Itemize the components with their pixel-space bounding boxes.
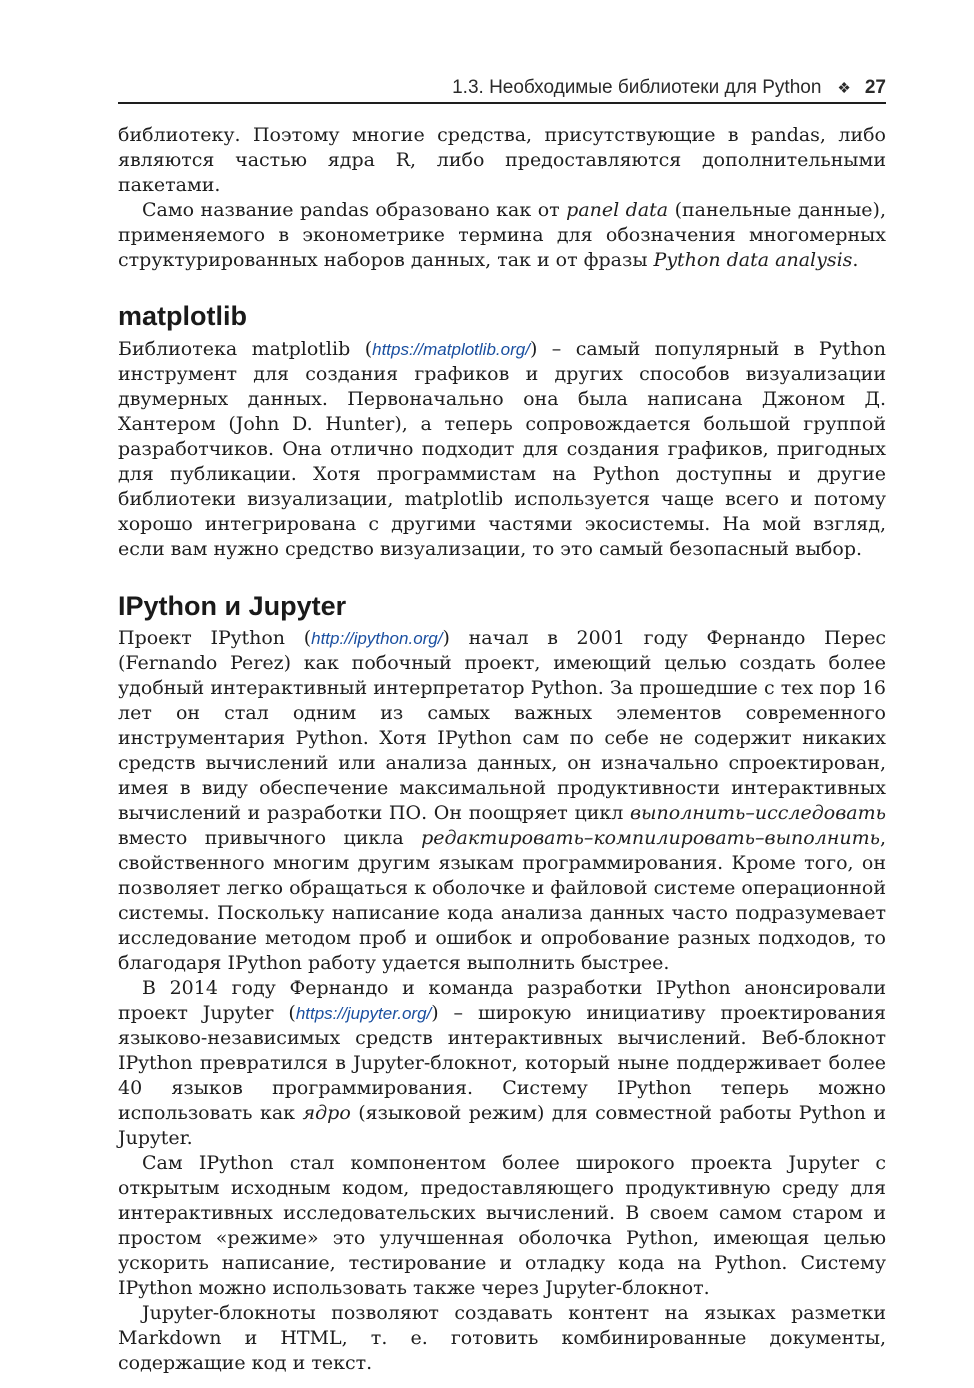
text-run: В 2014 году Фернандо и команда разработки IPython анонсировали проект Jupyter (	[118, 977, 886, 1024]
heading-matplotlib: matplotlib	[118, 301, 247, 331]
text-run: (панельные данные), применяемого в эконометрике термина для обозначения многомерных структурированных наборов данных, так и от фразы	[118, 199, 887, 271]
paragraph-ipython-history	[118, 626, 886, 976]
text-run: , свойственного многим другим языкам программирования. Кроме того, он позволяет легко обращаться к оболочке и файловой системе операционной системы. Поскольку написание кода анализа данных часто подразумевает исследование методом проб и ошибок и опробование разных подходов, то благодаря IPython работу удается выполнить быстрее.	[118, 827, 886, 974]
text-run: Проект IPython (	[118, 627, 312, 649]
paragraph-continuation: библиотеку. Поэтому многие средства, присутствующие в pandas, либо являются частью ядра R, либо предоставляются дополнительными пакетами.	[118, 124, 886, 196]
paragraph-jupyter-notebooks: Jupyter-блокноты позволяют создавать контент на языках разметки Markdown и HTML, т. е. готовить комбинированные документы, содержащие код и текст.	[118, 1302, 886, 1374]
text-run: ) начал в 2001 году Фернандо Перес (Fernando Perez) как побочный проект, имеющий целью создать более удобный интерактивный интерпретатор Python. За прошедшие с тех пор 16 лет он стал одним из самых важных элементов современного инструментария Python. Хотя IPython сам по себе не содержит никаких средств вычислений или анализа данных, он изначально спроектирован, имея в виду обеспечение максимальной продуктивности интерактивных вычислений и разработки ПО. Он поощряет цикл	[118, 627, 886, 824]
text-run: (языковой режим) для совместной работы Python и Jupyter.	[118, 1102, 886, 1149]
ipython-link[interactable]: http://ipython.org/	[311, 629, 443, 648]
italic-term: выполнить–исследовать	[629, 802, 886, 824]
paragraph-matplotlib	[118, 337, 886, 562]
matplotlib-link[interactable]: https://matplotlib.org/	[372, 340, 530, 359]
text-run: ) – самый популярный в Python инструмент для создания графиков и других способов визуализации двумерных данных. Первоначально она была написана Джоном Д. Хантером (John D. Hunter), а теперь сопровождается большой группой разработчиков. Она отлично подходит для создания графиков, пригодных для публикации. Хотя программистам на Python доступны и другие библиотеки визуализации, matplotlib используется чаще всего и потому хорошо интегрирована с другими частями экосистемы. На мой взгляд, если вам нужно средство визуализации, то это самый безопасный выбор.	[118, 338, 886, 560]
italic-term: panel data	[566, 199, 669, 221]
paragraph-ipython-component: Сам IPython стал компонентом более широкого проекта Jupyter с открытым исходным кодом, предоставляющего продуктивную среду для интерактивных исследовательских вычислений. В своем самом старом и простом «режиме» это улучшенная оболочка Python, имеющая целью ускорить написание, тестирование и отладку кода на Python. Систему IPython можно использовать также через Jupyter-блокнот.	[118, 1152, 886, 1299]
text-run: .	[852, 249, 859, 271]
text-run: ) – широкую инициативу проектирования языково-независимых средств интерактивных вычислений. Веб-блокнот IPython превратился в Jupyter-блокнот, который ныне поддерживает более 40 языков программирования. Систему IPython теперь можно использовать как	[118, 1002, 886, 1124]
italic-term: Python data analysis	[653, 249, 853, 271]
text-run: Библиотека matplotlib (	[118, 338, 373, 360]
section-title: 1.3. Необходимые библиотеки для Python	[452, 77, 822, 98]
running-header	[118, 74, 886, 104]
page-number: 27	[864, 77, 886, 98]
italic-term: ядро	[302, 1102, 351, 1124]
italic-term: редактировать–компилировать–выполнить	[421, 827, 880, 849]
page-body	[118, 123, 886, 1376]
text-run: Само название pandas образовано как от	[142, 199, 567, 221]
fleuron-icon: ❖	[837, 80, 851, 97]
paragraph-pandas-name	[118, 198, 886, 273]
heading-ipython-jupyter: IPython и Jupyter	[118, 591, 347, 621]
text-run: вместо привычного цикла	[118, 827, 422, 849]
paragraph-jupyter-announce	[118, 976, 886, 1151]
jupyter-link[interactable]: https://jupyter.org/	[295, 1004, 432, 1023]
